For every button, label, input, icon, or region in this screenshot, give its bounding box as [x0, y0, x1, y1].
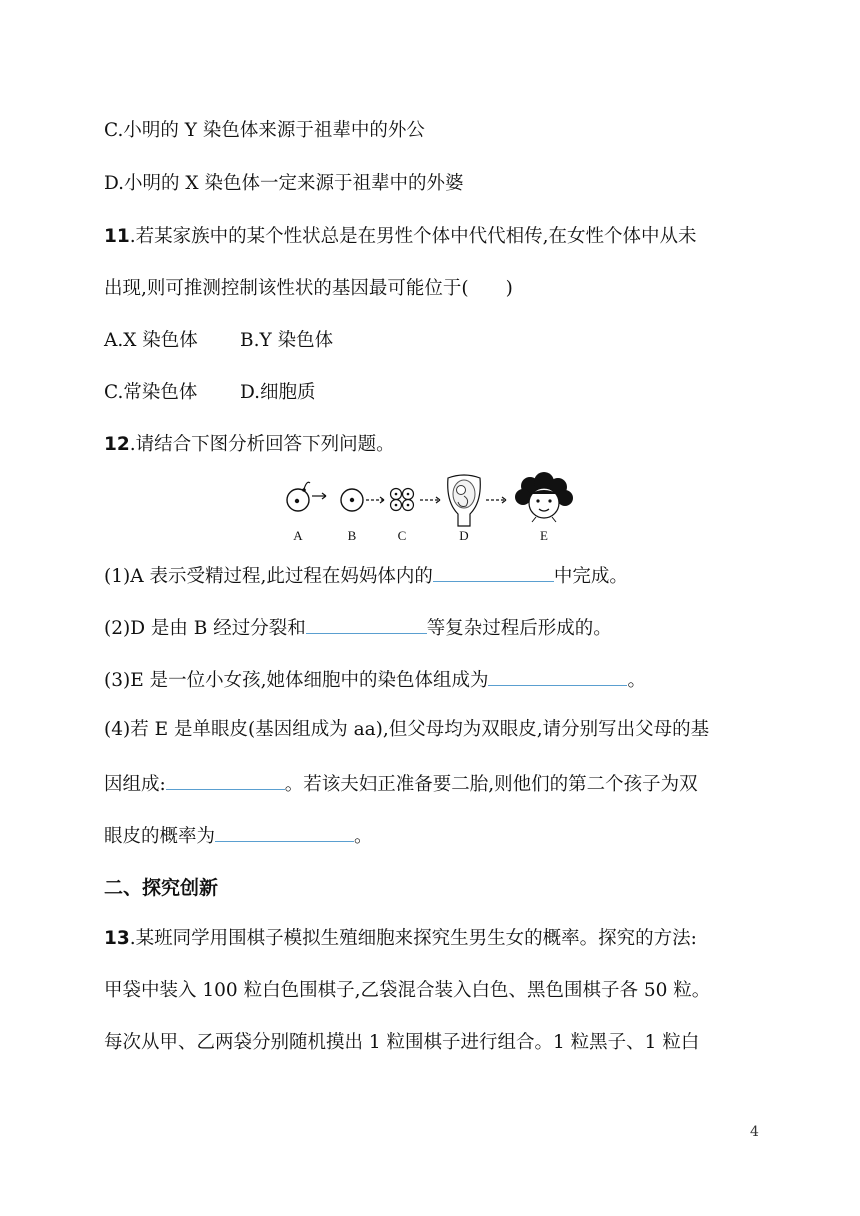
part-4-text-after: 。若该夫妇正准备要二胎,则他们的第二个孩子为双 — [284, 774, 698, 795]
question-11-number: 11 — [104, 226, 130, 247]
section-heading: 二、探究创新 — [104, 877, 219, 899]
question-12-part-4-line-2 — [104, 769, 698, 798]
option-c-q10: C.小明的 Y 染色体来源于祖辈中的外公 — [104, 120, 425, 141]
part-3-text-before: (3)E 是一位小女孩,她体细胞中的染色体组成为 — [104, 670, 489, 691]
question-12-part-3 — [104, 665, 646, 694]
development-figure — [280, 470, 580, 546]
figure-label-c: C — [397, 528, 407, 543]
figure-stage-d — [448, 475, 506, 526]
question-12-number: 12 — [104, 434, 130, 455]
question-12-part-4-line-3 — [104, 821, 373, 850]
option-b-q11: B.Y 染色体 — [240, 330, 334, 351]
answer-blank-2[interactable] — [306, 613, 427, 634]
option-c-q11: C.常染色体 — [104, 382, 198, 403]
figure-label-a: A — [293, 528, 303, 543]
part-4-line-3-before: 眼皮的概率为 — [104, 826, 216, 847]
figure-stage-c — [391, 489, 441, 511]
figure-label-e: E — [540, 528, 548, 543]
option-a-q11: A.X 染色体 — [104, 330, 198, 351]
question-11-stem-1: .若某家族中的某个性状总是在男性个体中代代相传,在女性个体中从未 — [129, 226, 697, 247]
question-12-stem: .请结合下图分析回答下列问题。 — [129, 434, 395, 455]
question-12-part-1 — [104, 561, 628, 590]
part-2-text-before: (2)D 是由 B 经过分裂和 — [104, 618, 306, 639]
question-12-part-4-line-1: (4)若 E 是单眼皮(基因组成为 aa),但父母均为双眼皮,请分别写出父母的基 — [104, 719, 710, 740]
answer-blank-3[interactable] — [488, 665, 627, 686]
part-3-text-after: 。 — [627, 670, 646, 691]
question-11-line-2: 出现,则可推测控制该性状的基因最可能位于( ) — [104, 278, 513, 299]
question-13-line-2: 甲袋中装入 100 粒白色围棋子,乙袋混合装入白色、黑色围棋子各 50 粒。 — [104, 980, 711, 1001]
question-13-line-1 — [104, 926, 697, 952]
question-12-line-1 — [104, 432, 395, 458]
answer-blank-4[interactable] — [166, 769, 285, 790]
answer-blank-5[interactable] — [215, 821, 354, 842]
figure-label-d: D — [459, 528, 469, 543]
question-13-number: 13 — [104, 928, 130, 949]
figure-stage-b — [341, 489, 384, 511]
figure-label-b: B — [347, 528, 357, 543]
question-13-text-1: .某班同学用围棋子模拟生殖细胞来探究生男生女的概率。探究的方法: — [129, 928, 697, 949]
option-d-q11: D.细胞质 — [240, 382, 316, 403]
question-13-line-3: 每次从甲、乙两袋分别随机摸出 1 粒围棋子进行组合。1 粒黑子、1 粒白 — [104, 1032, 700, 1053]
question-11-options-cd — [104, 380, 316, 406]
figure-stage-a — [287, 482, 326, 511]
part-4-line-3-after: 。 — [354, 826, 373, 847]
figure-stage-e — [515, 472, 573, 522]
answer-blank-1[interactable] — [433, 561, 554, 582]
part-4-text-before: 因组成: — [104, 774, 166, 795]
option-d-q10: D.小明的 X 染色体一定来源于祖辈中的外婆 — [104, 173, 464, 194]
page-number: 4 — [750, 1124, 759, 1140]
part-2-text-after: 等复杂过程后形成的。 — [426, 618, 612, 639]
question-11-line-1 — [104, 224, 697, 250]
part-1-text-before: (1)A 表示受精过程,此过程在妈妈体内的 — [104, 566, 433, 587]
question-12-part-2 — [104, 613, 612, 642]
part-1-text-after: 中完成。 — [553, 566, 628, 587]
question-11-options-ab — [104, 328, 333, 354]
